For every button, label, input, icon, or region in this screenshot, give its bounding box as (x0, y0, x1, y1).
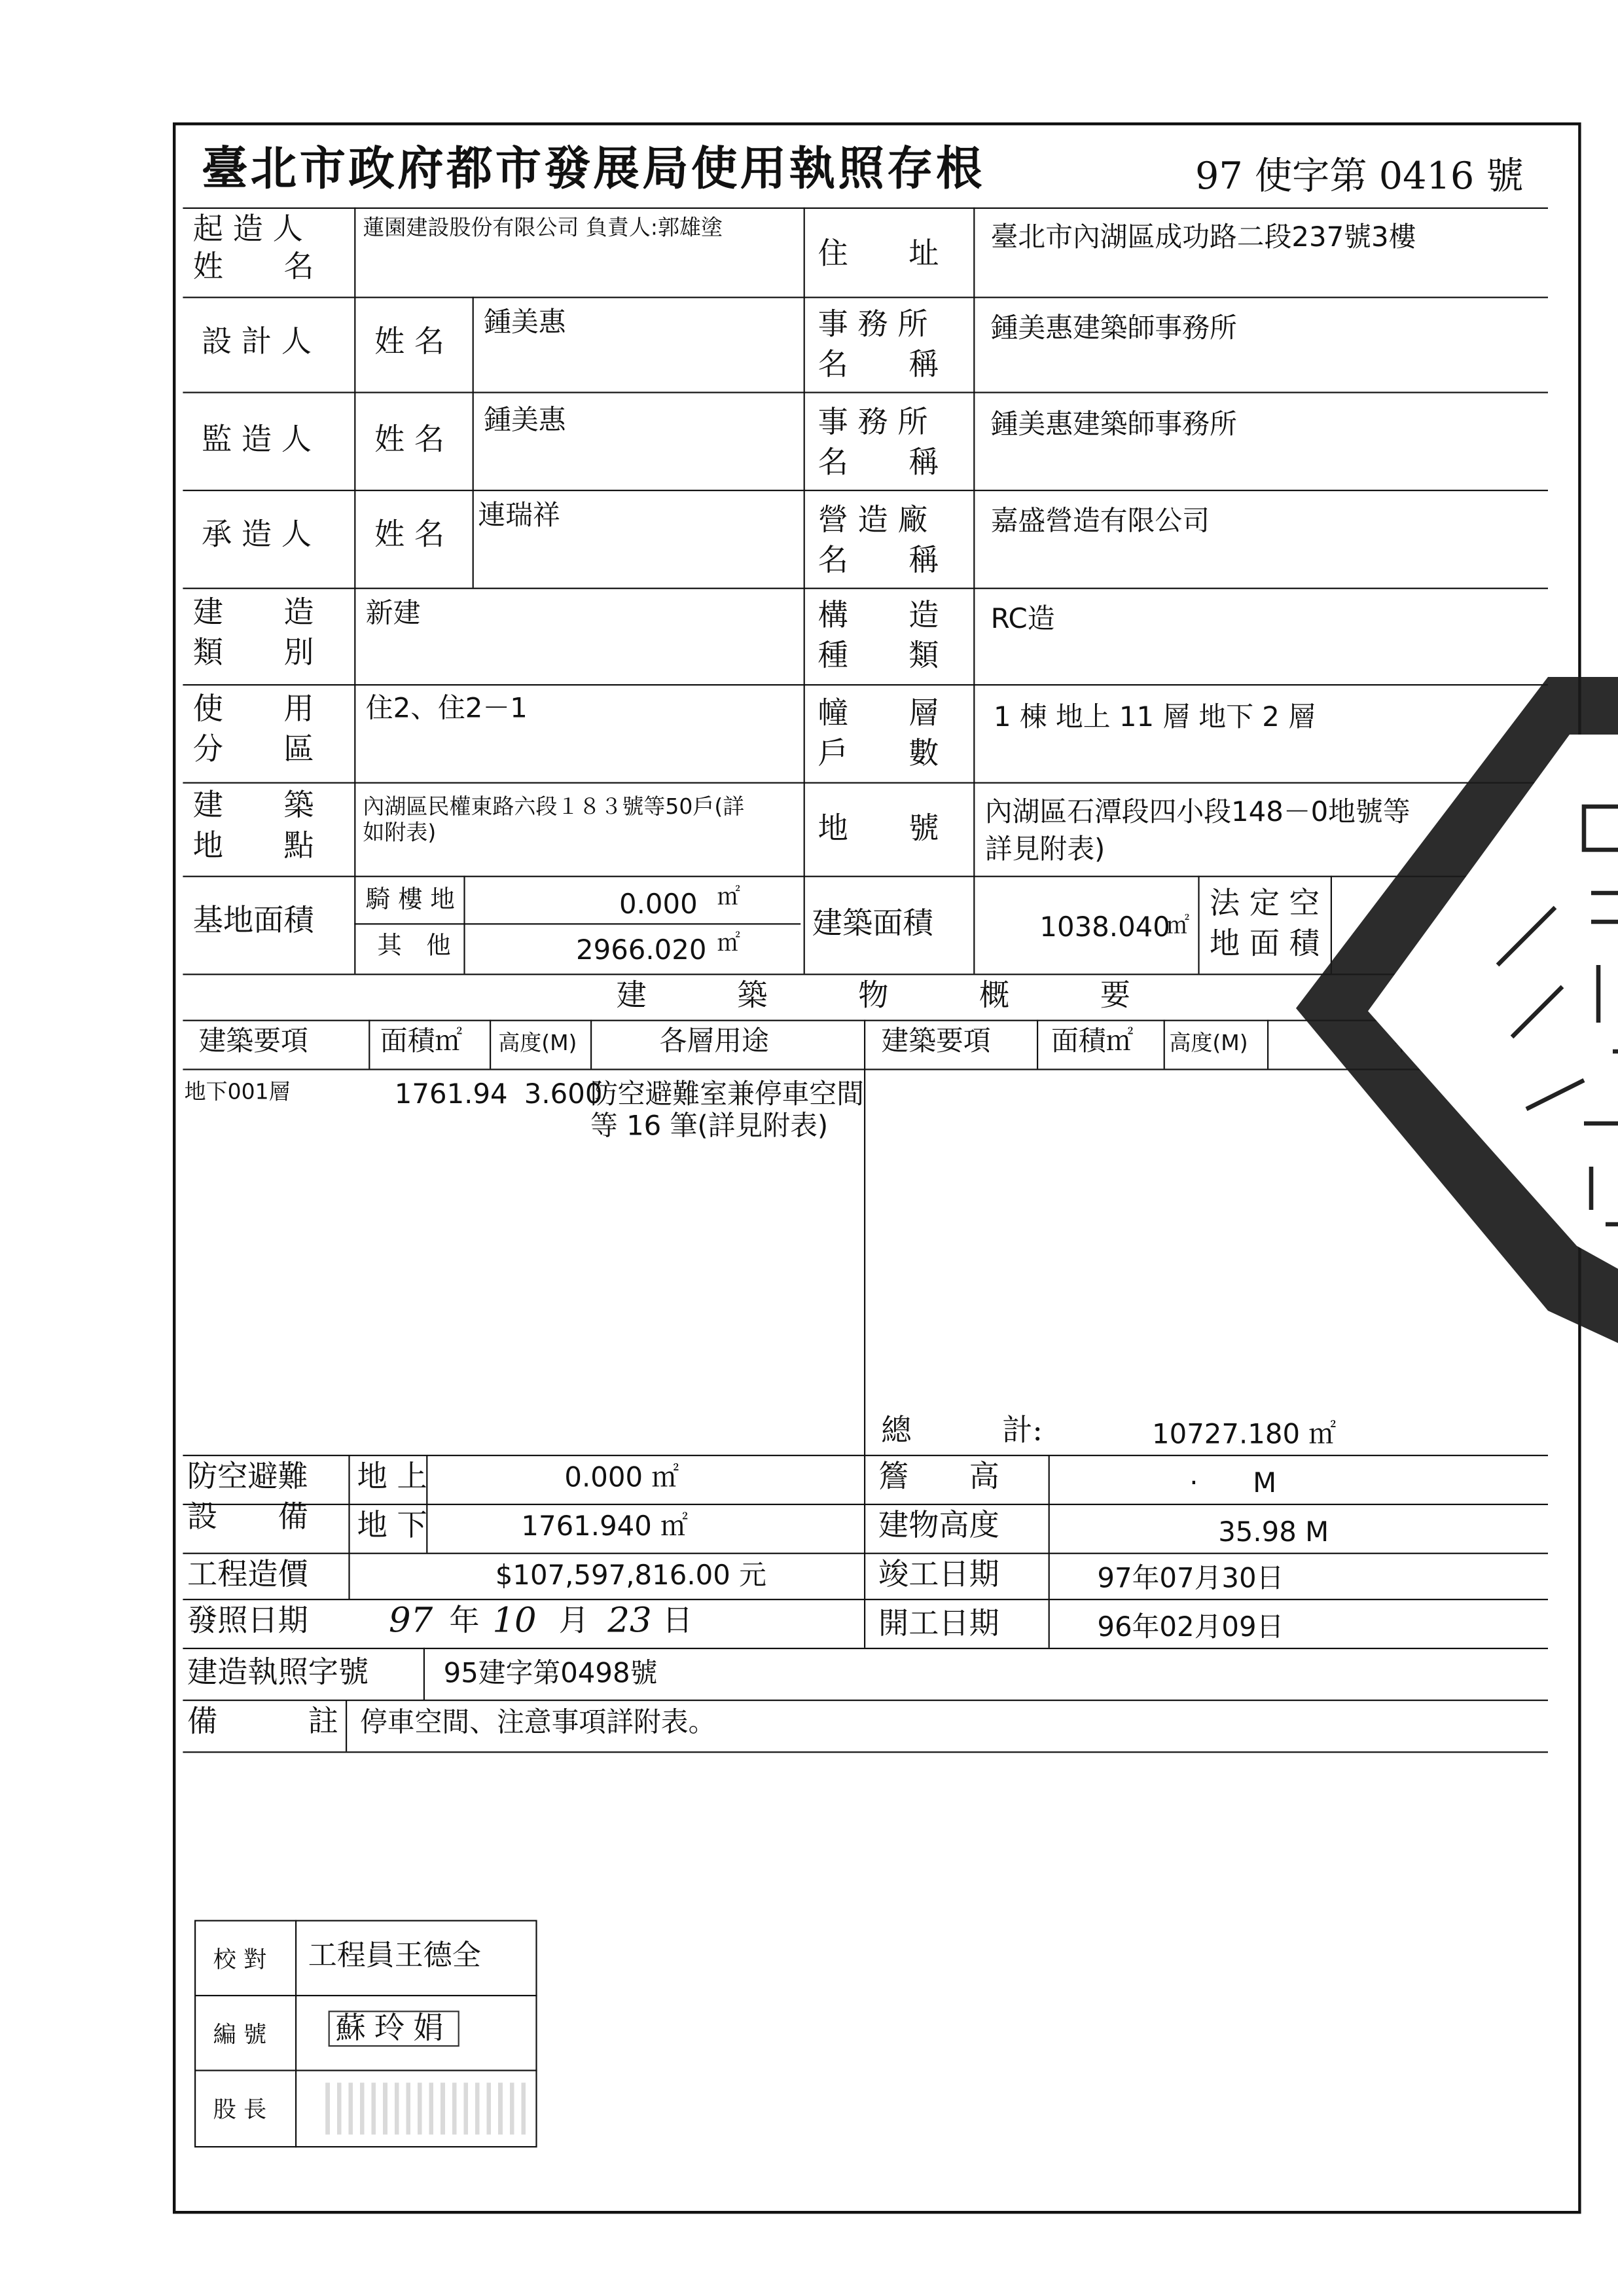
build-type-label: 建 造 (192, 594, 314, 630)
designer-office-label: 事 務 所 (818, 306, 928, 342)
designer-label: 設 計 人 (202, 324, 312, 359)
form-title: 臺北市政府都市發展局使用執照存根 (202, 141, 985, 196)
supervisor-office-label: 事 務 所 (818, 405, 928, 439)
contractor-name: 連瑞祥 (478, 500, 560, 532)
rule (354, 923, 800, 924)
location: 如附表) (363, 819, 437, 846)
contractor-label: 承 造 人 (202, 517, 312, 552)
rule (183, 1751, 1548, 1753)
rule (1049, 1455, 1050, 1648)
start-date: 96年02月09日 (1097, 1611, 1284, 1644)
location: 內湖區民權東路六段１８３號等50戶(詳 (363, 793, 745, 820)
unit: ㎡ (717, 883, 740, 911)
rule (473, 297, 474, 587)
other-label: 其 他 (377, 932, 451, 961)
rule (804, 208, 805, 974)
rule (183, 1700, 1548, 1701)
remarks-label: 備 註 (187, 1704, 338, 1739)
other-area: 2966.020 (576, 934, 707, 967)
rule (295, 1920, 297, 2148)
rule (194, 2069, 537, 2071)
address-label: 住 址 (818, 236, 939, 271)
chief-label: 股 長 (213, 2096, 267, 2123)
cost-label: 工程造價 (187, 1557, 308, 1592)
completion-date: 97年07月30日 (1097, 1563, 1284, 1595)
permit-label: 建造執照字號 (187, 1654, 369, 1690)
col-header: 各層用途 (659, 1025, 769, 1057)
arcade-label: 騎 樓 地 (365, 886, 455, 915)
rule (183, 588, 1548, 589)
issue-date-label: 發照日期 (187, 1603, 308, 1638)
col-header: 建築要項 (198, 1025, 308, 1057)
below-label: 地 下 (357, 1508, 427, 1543)
rule (183, 490, 1548, 491)
location-label: 地 點 (192, 828, 314, 863)
zone: 住2、住2－1 (365, 693, 528, 725)
designer-name-label: 姓 名 (374, 324, 445, 359)
floors: 1 棟 地上 11 層 地下 2 層 (994, 701, 1316, 733)
col-header: 高度(M) (498, 1030, 577, 1056)
building-area-label: 建築面積 (812, 905, 933, 941)
designer-name: 鍾美惠 (484, 306, 566, 338)
rule (1037, 1020, 1038, 1069)
col-header: 高度(M) (1169, 1030, 1248, 1056)
applicant-label: 姓 名 (192, 249, 314, 284)
rule (183, 208, 1548, 209)
floor-row-height: 3.600 (524, 1078, 603, 1111)
building-height-label: 建物高度 (878, 1508, 999, 1543)
rule (183, 1648, 1548, 1649)
zone-label: 分 區 (192, 731, 314, 767)
arcade-area: 0.000 (619, 888, 698, 920)
total-area: 10727.180 ㎡ (1152, 1419, 1337, 1451)
applicant-label: 起 造 人 (192, 211, 303, 247)
supervisor-label: 監 造 人 (202, 422, 312, 457)
applicant-address: 臺北市內湖區成功路二段237號3樓 (990, 221, 1416, 254)
rule (1267, 1020, 1268, 1069)
open-area-label: 地 面 積 (1210, 926, 1320, 961)
shelter-label: 防空避難 (187, 1459, 308, 1494)
supervisor-office-label: 名 稱 (818, 445, 939, 480)
overview-title: 建 築 物 概 要 (616, 977, 1130, 1013)
open-area-label: 法 定 空 (1210, 886, 1320, 920)
permit-number: 95建字第0498號 (443, 1658, 658, 1690)
rule (864, 1020, 865, 1648)
rule (348, 1455, 350, 1599)
issue-day: 23 (607, 1600, 652, 1641)
firm-label: 營 造 廠 (818, 502, 928, 538)
day-unit: 日 (662, 1603, 693, 1638)
contractor-firm: 嘉盛營造有限公司 (990, 505, 1210, 538)
lot-number: 內湖區石潭段四小段148－0地號等 (984, 796, 1411, 828)
build-type: 新建 (365, 598, 421, 630)
site-area-label: 基地面積 (192, 903, 314, 938)
cost: $107,597,816.00 元 (495, 1559, 766, 1592)
rule (423, 1648, 425, 1700)
number-stamp: 蘇玲娟 (329, 2011, 459, 2047)
rule (463, 876, 465, 974)
rule (590, 1020, 592, 1069)
building-height: 35.98 M (1218, 1516, 1329, 1548)
above-label: 地 上 (357, 1459, 427, 1494)
shelter-label: 設 備 (187, 1499, 308, 1534)
unit: ㎡ (1166, 911, 1190, 939)
chief-signature (325, 2083, 527, 2134)
floor-row-use: 等 16 筆(詳見附表) (590, 1110, 829, 1142)
eave-label: 簷 高 (878, 1459, 999, 1494)
unit: ㎡ (717, 929, 740, 957)
structure: RC造 (990, 603, 1055, 636)
rule (194, 1995, 537, 1996)
issue-year: 97 (389, 1600, 433, 1641)
col-header: 面積㎡ (380, 1025, 463, 1057)
start-label: 開工日期 (878, 1606, 999, 1641)
rule (183, 392, 1548, 393)
number-label: 編 號 (213, 2020, 267, 2049)
designer-office: 鍾美惠建築師事務所 (990, 312, 1237, 344)
remarks: 停車空間、注意事項詳附表。 (360, 1707, 716, 1739)
completion-label: 竣工日期 (878, 1557, 999, 1592)
rule (354, 208, 355, 974)
col-header: 建築要項 (881, 1025, 991, 1057)
zone-label: 使 用 (192, 691, 314, 726)
supervisor-name: 鍾美惠 (484, 405, 566, 437)
eave-height: · M (1189, 1467, 1277, 1500)
year-unit: 年 (449, 1603, 480, 1638)
supervisor-name-label: 姓 名 (374, 422, 445, 457)
supervisor-office: 鍾美惠建築師事務所 (990, 409, 1237, 441)
build-type-label: 類 別 (192, 635, 314, 670)
floor-row-use: 防空避難室兼停車空間 (590, 1078, 865, 1111)
issue-month: 10 (492, 1600, 537, 1641)
rule (369, 1020, 370, 1069)
col-header: 面積㎡ (1051, 1025, 1134, 1057)
rule (490, 1020, 491, 1069)
floor-row-name: 地下001層 (184, 1078, 291, 1105)
floors-label: 戶 數 (818, 736, 939, 771)
floor-row-area: 1761.94 (394, 1078, 508, 1111)
official-stamp (1296, 677, 1618, 1426)
rule (346, 1700, 347, 1751)
shelter-below: 1761.940 ㎡ (521, 1510, 688, 1543)
floors-label: 幢 層 (818, 695, 939, 731)
building-area: 1038.040 (1039, 911, 1170, 943)
license-number: 97 使字第 0416 號 (1195, 155, 1524, 199)
firm-label: 名 稱 (818, 543, 939, 578)
month-unit: 月 (558, 1603, 589, 1638)
check-signature: 工程員王德全 (308, 1937, 481, 1972)
rule (183, 297, 1548, 298)
lot-label: 地 號 (818, 811, 939, 846)
check-label: 校 對 (213, 1946, 267, 1973)
shelter-above: 0.000 ㎡ (564, 1462, 679, 1494)
location-label: 建 築 (192, 788, 314, 823)
structure-label: 種 類 (818, 638, 939, 673)
total-label: 總 計: (881, 1413, 1043, 1448)
designer-office-label: 名 稱 (818, 347, 939, 382)
rule (1198, 876, 1199, 974)
rule (973, 208, 975, 974)
lot-number: 詳見附表) (984, 833, 1106, 866)
applicant-name: 蓮園建設股份有限公司 負責人:郭雄塗 (363, 214, 723, 241)
rule (1164, 1020, 1165, 1069)
contractor-name-label: 姓 名 (374, 517, 445, 552)
structure-label: 構 造 (818, 598, 939, 632)
